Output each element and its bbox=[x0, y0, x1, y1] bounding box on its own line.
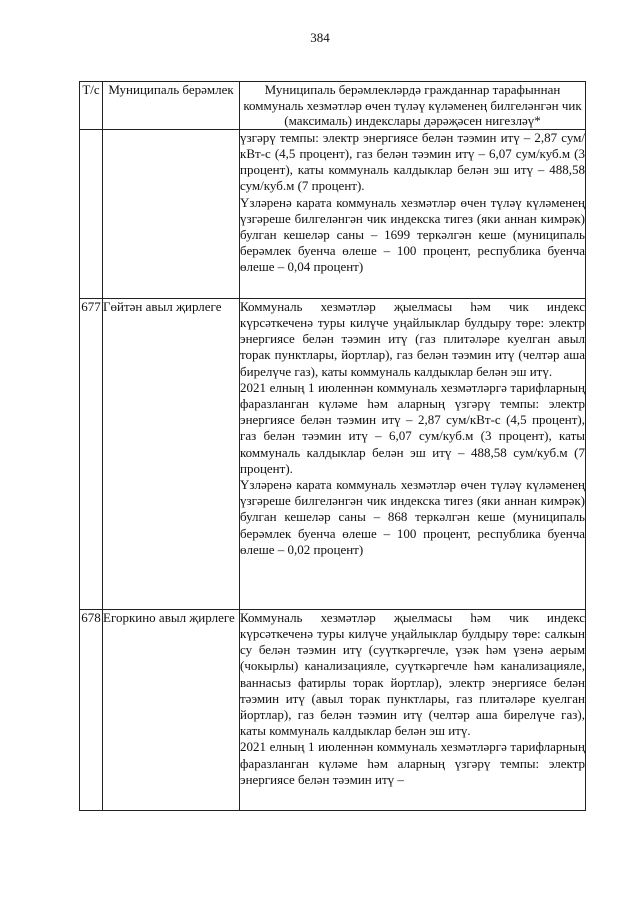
tariff-table bbox=[79, 81, 586, 811]
paragraph: 2021 елның 1 июленнән коммуналь хезмәтләргә тарифларның фаразланган күләме һәм аларның үзгәрү темпы: электр энергиясе белән тәэмин итү – bbox=[240, 739, 585, 787]
row-municipality bbox=[103, 129, 240, 298]
row-number: 678 bbox=[80, 609, 103, 810]
header-number: Т/с bbox=[80, 82, 103, 130]
table-header-row bbox=[80, 82, 586, 130]
table-row bbox=[80, 129, 586, 298]
table-row bbox=[80, 609, 586, 810]
table-row bbox=[80, 298, 586, 609]
row-description bbox=[240, 129, 586, 298]
paragraph: Коммуналь хезмәтләр җыелмасы һәм чик индекс күрсәткеченә туры килүче уңайлыклар булдыру төре: электр энергиясе белән тәэмин итү (газ плитәләре куелган авыл торак пунктлары, йортлар), газ белән тәэмин итү (челтәр аша бирелүче газ), каты коммуналь калдыклар белән эш итү. bbox=[240, 298, 585, 379]
row-description bbox=[240, 609, 586, 810]
paragraph: Үзләренә карата коммуналь хезмәтләр өчен түләү күләменең үзгәреше билгеләнгән чик индекска тигез (яки аннан кимрәк) булган кешеләр саны – 1699 теркәлгән кеше (муниципаль берәмлек буенча өлеше – 100 процент, республика буенча өлеше – 0,04 процент) bbox=[240, 194, 585, 275]
row-number: 677 bbox=[80, 298, 103, 609]
row-municipality: Егоркино авыл җирлеге bbox=[103, 609, 240, 810]
paragraph: Коммуналь хезмәтләр җыелмасы һәм чик индекс күрсәткеченә туры килүче уңайлыклар булдыру төре: салкын су белән тәэмин итү (суүткәргечле, үзәк һәм үзенә аерым (чокырлы) канализацияле, суүткәргечле һәм канализацияле, ваннасыз фатирлы торак йортлар), электр энергиясе белән тәэмин итү (авыл торак пунктлары, газ плитәләре куелган йортлар), газ белән тәэмин итү (челтәр аша бирелүче газ), каты коммуналь калдыклар белән эш итү. bbox=[240, 609, 585, 739]
header-description: Муниципаль берәмлекләрдә гражданнар тарафыннан коммуналь хезмәтләр өчен түләү күләменең билгеләнгән чик (максималь) индекслары дәрәҗәсен нигезләү* bbox=[240, 82, 586, 130]
page-number: 384 bbox=[310, 30, 330, 45]
row-description bbox=[240, 298, 586, 609]
paragraph: үзгәрү темпы: электр энергиясе белән тәэмин итү – 2,87 сум/кВт-с (4,5 процент), газ белән тәэмин итү – 6,07 сум/куб.м (3 процент), каты коммуналь калдыклар белән эш итү – 488,58 сум/куб.м (7 процент). bbox=[240, 129, 585, 194]
paragraph: 2021 елның 1 июленнән коммуналь хезмәтләргә тарифларның фаразланган күләме һәм аларның үзгәрү темпы: электр энергиясе белән тәэмин итү – 2,87 сум/кВт-с (4,5 процент), газ белән тәэмин итү – 6,07 сум/куб.м (3 процент), каты коммуналь калдыклар белән эш итү – 488,58 сум/куб.м (7 процент). bbox=[240, 379, 585, 476]
header-municipality: Муниципаль берәмлек bbox=[103, 82, 240, 130]
paragraph: Үзләренә карата коммуналь хезмәтләр өчен түләү күләменең үзгәреше билгеләнгән чик индекска тигез (яки аннан кимрәк) булган кешеләр саны – 868 теркәлгән кеше (муниципаль берәмлек буенча өлеше – 100 процент, республика буенча өлеше – 0,02 процент) bbox=[240, 477, 585, 557]
row-municipality: Гөйтән авыл җирлеге bbox=[103, 298, 240, 609]
row-number bbox=[80, 129, 103, 298]
